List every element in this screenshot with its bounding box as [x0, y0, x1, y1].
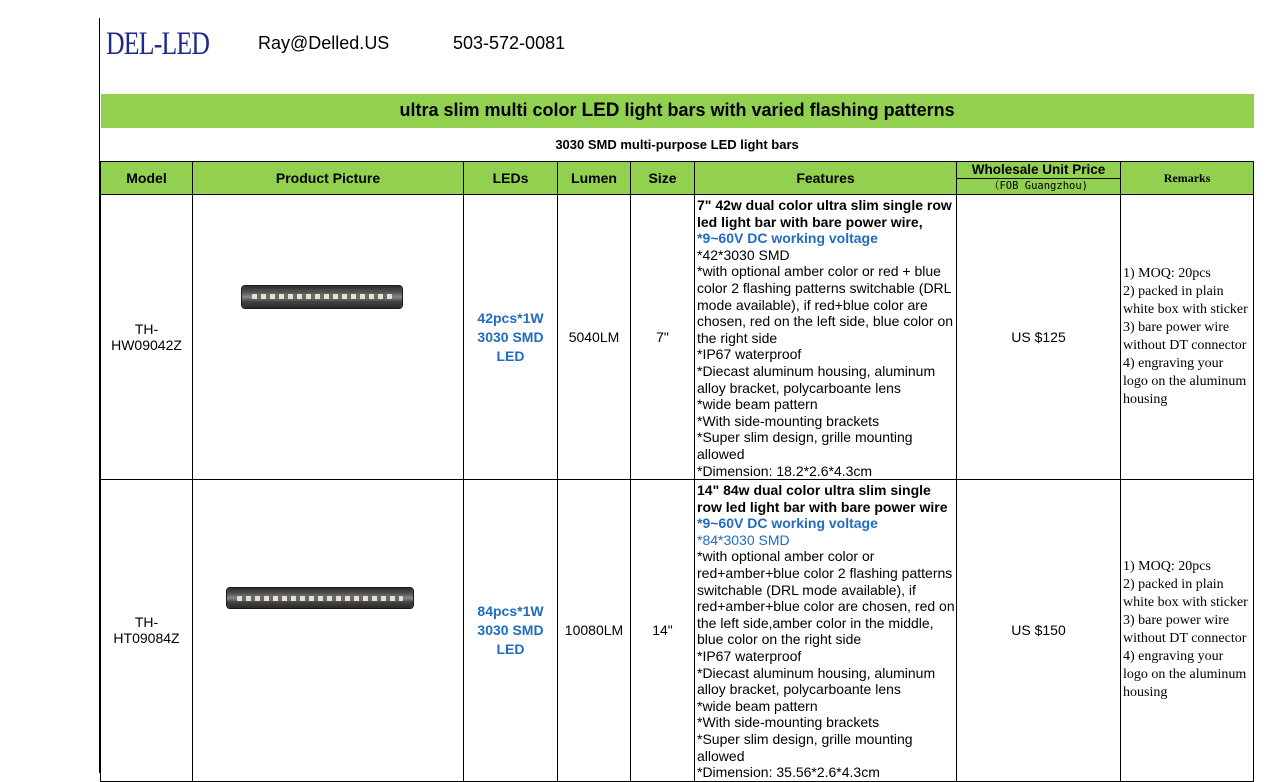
- table-header: [101, 162, 1254, 195]
- price-cell: US $150: [957, 480, 1121, 782]
- contact-phone: 503-572-0081: [453, 33, 566, 53]
- contact-email: Ray@Delled.US: [258, 33, 390, 53]
- title-banner: [101, 94, 1254, 128]
- product-image: [227, 588, 413, 608]
- product-table: [100, 94, 1254, 782]
- size-cell: 7": [631, 195, 695, 480]
- price-cell: US $125: [957, 195, 1121, 480]
- leds-cell: 84pcs*1W 3030 SMD LED: [464, 480, 558, 782]
- leds-cell: 42pcs*1W 3030 SMD LED: [464, 195, 558, 480]
- remarks-cell: 1) MOQ: 20pcs 2) packed in plain white box with sticker 3) bare power wire without DT connector 4) engraving your logo on the aluminum housing: [1121, 480, 1254, 782]
- subtitle-row: [101, 128, 1254, 162]
- table-row: [101, 480, 1254, 782]
- page-title: ultra slim multi color LED light bars with varied flashing patterns: [101, 94, 1254, 128]
- header-leds: LEDs: [464, 162, 558, 195]
- subtitle: 3030 SMD multi-purpose LED light bars: [555, 137, 799, 152]
- header-price-sub: （FOB Guangzhou): [988, 180, 1088, 192]
- header-model: Model: [101, 162, 193, 195]
- features-cell: 7" 42w dual color ultra slim single row led light bar with bare power wire, *9~60V DC working voltage *42*3030 SMD *with optional amber color or red + blue color 2 flashing patterns switchable (DRL mode available), if red+blue color are chosen, red on the left side, blue color on the right side *IP67 waterproof *Diecast aluminum housing, aluminum alloy bracket, polycarboante lens *wide beam pattern *With side-mounting brackets *Super slim design, grille mounting allowed *Dimension: 18.2*2.6*4.3cm: [695, 195, 957, 480]
- header-price: [957, 162, 1121, 195]
- header-remarks: Remarks: [1121, 162, 1254, 195]
- header-lumen: Lumen: [558, 162, 631, 195]
- product-image: [242, 286, 402, 308]
- header-picture: Product Picture: [193, 162, 464, 195]
- header-size: Size: [631, 162, 695, 195]
- remarks-cell: 1) MOQ: 20pcs 2) packed in plain white box with sticker 3) bare power wire without DT connector 4) engraving your logo on the aluminum housing: [1121, 195, 1254, 480]
- company-logo: DEL-LED: [106, 26, 210, 62]
- model-cell: TH- HT09084Z: [101, 480, 193, 782]
- header-features: Features: [695, 162, 957, 195]
- picture-cell: [193, 480, 464, 782]
- table-row: [101, 195, 1254, 480]
- picture-cell: [193, 195, 464, 480]
- features-cell: 14" 84w dual color ultra slim single row led light bar with bare power wire *9~60V DC working voltage *84*3030 SMD *with optional amber color or red+amber+blue color 2 flashing patterns switchable (DRL mode available), if red+amber+blue color are chosen, red on the left side,amber color in the middle, blue color on the right side *IP67 waterproof *Diecast aluminum housing, aluminum alloy bracket, polycarboante lens *wide beam pattern *With side-mounting brackets *Super slim design, grille mounting allowed *Dimension: 35.56*2.6*4.3cm: [695, 480, 957, 782]
- size-cell: 14": [631, 480, 695, 782]
- lumen-cell: 10080LM: [558, 480, 631, 782]
- model-cell: TH- HW09042Z: [101, 195, 193, 480]
- lumen-cell: 5040LM: [558, 195, 631, 480]
- header-price-label: Wholesale Unit Price: [957, 162, 1120, 179]
